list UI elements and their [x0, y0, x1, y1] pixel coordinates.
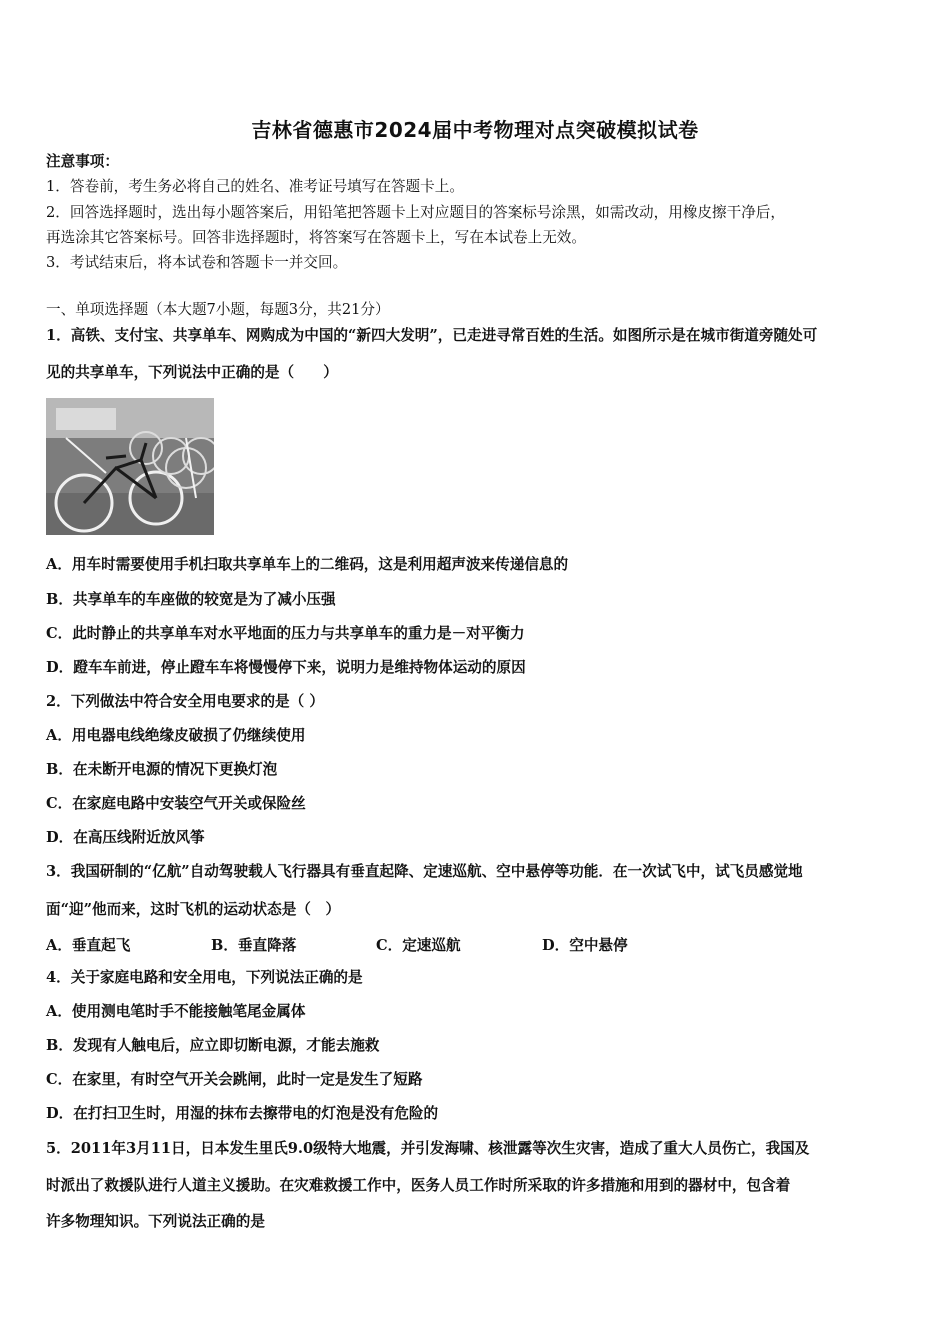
question-1-option-c: C．此时静止的共享单车对水平地面的压力与共享单车的重力是－对平衡力 — [46, 625, 525, 642]
section-heading: 一、单项选择题（本大题7小题，每题3分，共21分） — [46, 301, 390, 318]
question-3-option-d: D．空中悬停 — [542, 937, 628, 954]
question-5-stem: 5．2011年3月11日，日本发生里氏9.0级特大地震，并引发海啸、核泄露等次生灾害，造成了重大人员伤亡，我国及 — [46, 1140, 810, 1157]
shared-bicycles-photo — [46, 398, 214, 535]
question-5-stem-cont: 时派出了救援队进行人道主义援助。在灾难救援工作中，医务人员工作时所采取的许多措施和用到的器材中，包含着 — [46, 1177, 791, 1194]
notice-item: 2．回答选择题时，选出每小题答案后，用铅笔把答题卡上对应题目的答案标号涂黑，如需改动，用橡皮擦干净后， — [46, 204, 785, 221]
notice-item: 1．答卷前，考生务必将自己的姓名、准考证号填写在答题卡上。 — [46, 178, 464, 195]
question-3-options — [46, 934, 746, 954]
question-3-option-c: C．定速巡航 — [376, 937, 461, 954]
question-4-option-c: C．在家里，有时空气开关会跳闸，此时一定是发生了短路 — [46, 1071, 423, 1088]
question-1-option-b: B．共享单车的车座做的较宽是为了减小压强 — [46, 591, 336, 608]
question-3-stem: 3．我国研制的“亿航”自动驾驶载人飞行器具有垂直起降、定速巡航、空中悬停等功能．在一次试飞中，试飞员感觉地 — [46, 863, 803, 880]
notice-heading: 注意事项： — [46, 153, 119, 170]
question-2-option-c: C．在家庭电路中安装空气开关或保险丝 — [46, 795, 306, 812]
question-1-option-a: A．用车时需要使用手机扫取共享单车上的二维码，这是利用超声波来传递信息的 — [46, 556, 569, 573]
question-3-option-b: B．垂直降落 — [211, 937, 297, 954]
question-4-option-b: B．发现有人触电后，应立即切断电源，才能去施救 — [46, 1037, 380, 1054]
question-2-option-a: A．用电器电线绝缘皮破损了仍继续使用 — [46, 727, 306, 744]
question-1-stem: 1．高铁、支付宝、共享单车、网购成为中国的“新四大发明”，已走进寻常百姓的生活。如图所示是在城市街道旁随处可 — [46, 327, 818, 344]
bicycle-illustration — [46, 398, 214, 535]
question-4-option-a: A．使用测电笔时手不能接触笔尾金属体 — [46, 1003, 306, 1020]
question-1-option-d: D．蹬车车前进，停止蹬车车将慢慢停下来，说明力是维持物体运动的原因 — [46, 659, 526, 676]
question-4-stem: 4．关于家庭电路和安全用电，下列说法正确的是 — [46, 969, 363, 986]
question-3-option-a: A．垂直起飞 — [46, 937, 131, 954]
question-2-option-b: B．在未断开电源的情况下更换灯泡 — [46, 761, 278, 778]
question-3-stem-cont: 面“迎”他而来，这时飞机的运动状态是（ ） — [46, 901, 341, 918]
question-4-option-d: D．在打扫卫生时，用湿的抹布去擦带电的灯泡是没有危险的 — [46, 1105, 439, 1122]
question-5-stem-cont: 许多物理知识。下列说法正确的是 — [46, 1213, 265, 1230]
notice-item: 3．考试结束后，将本试卷和答题卡一并交回。 — [46, 254, 348, 271]
question-2-stem: 2．下列做法中符合安全用电要求的是（ ） — [46, 693, 324, 710]
page-title: 吉林省德惠市2024届中考物理对点突破模拟试卷 — [251, 118, 699, 142]
question-1-stem-cont: 见的共享单车，下列说法中正确的是（ ） — [46, 364, 338, 381]
question-2-option-d: D．在高压线附近放风筝 — [46, 829, 205, 846]
notice-item: 再选涂其它答案标号。回答非选择题时，将答案写在答题卡上，写在本试卷上无效。 — [46, 229, 586, 246]
